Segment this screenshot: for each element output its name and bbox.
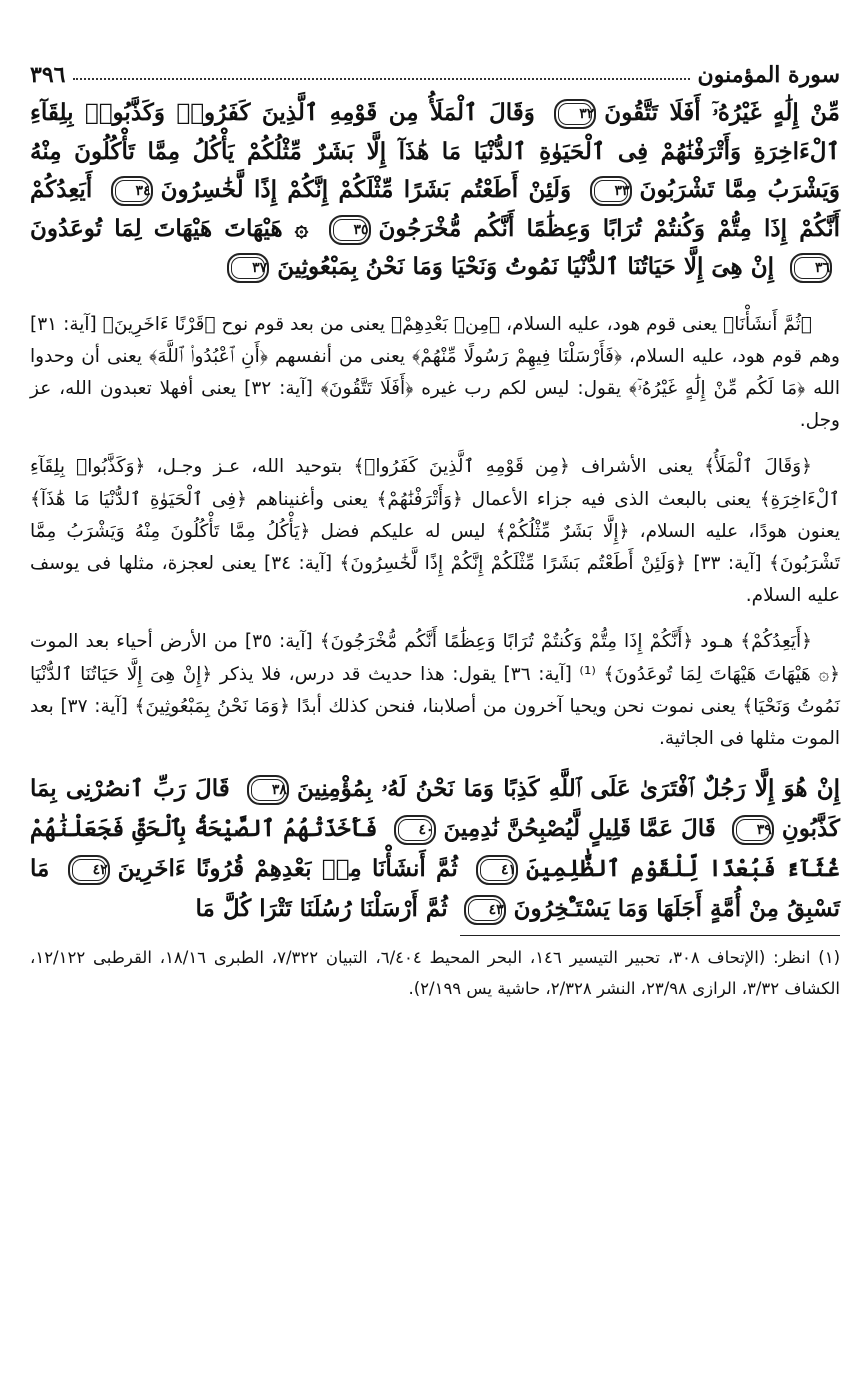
commentary-paragraph: ﴿ثُمَّ أَنشَأْنَا﴾ يعنى قوم هود، عليه السلام، ﴿مِنۢ بَعْدِهِمْ﴾ يعنى من بعد قوم نوح ﴿قَرْنًا ءَاخَرِينَ﴾ [آية: ٣١] وهم قوم هود، عليه السلام، ﴿فَأَرْسَلْنَا فِيهِمْ رَسُولًا مِّنْهُمْ﴾ يعنى من أنفسهم ﴿أَنِ ٱعْبُدُوا۟ ٱللَّهَ﴾ يعنى أن وحدوا الله ﴿مَا لَكُم مِّنْ إِلَٰهٍ غَيْرُهُۥٓ﴾ يقول: ليس لكم رب غيره ﴿أَفَلَا تَتَّقُونَ﴾ [آية: ٣٢] يعنى أفهلا تعبدون الله، عز وجل. — [30, 313, 840, 432]
ayah-number-marker: ٣٣ — [590, 176, 632, 206]
quran-text-bottom — [30, 769, 840, 929]
page-number: ٣٩٦ — [30, 62, 66, 88]
ayah-number-marker: ٤٠ — [394, 815, 436, 845]
commentary-paragraph: ﴿وَقَالَ ٱلْمَلَأُ﴾ يعنى الأشراف ﴿مِن قَوْمِهِ ٱلَّذِينَ كَفَرُوا۟﴾ بتوحيد الله، عـز وجـل، ﴿وَكَذَّبُوا۟ بِلِقَآءِ ٱلْءَاخِرَةِ﴾ يعنى بالبعث الذى فيه جزاء الأعمال ﴿وَأَتْرَفْنَٰهُمْ﴾ يعنى وأغنيناهم ﴿فِى ٱلْحَيَوٰةِ ٱلدُّنْيَا مَا هَٰذَآ﴾ يعنون هودًا، عليه السلام، ﴿إِلَّا بَشَرٌ مِّثْلُكُمْ﴾ ليس له عليكم فضل ﴿يَأْكُلُ مِمَّا تَأْكُلُونَ مِنْهُ وَيَشْرَبُ مِمَّا تَشْرَبُونَ﴾ [آية: ٣٣] ﴿وَلَئِنْ أَطَعْتُم بَشَرًا مِّثْلَكُمْ إِنَّكُمْ إِذًا لَّخَٰسِرُونَ﴾ [آية: ٣٤] يعنى لعجزة، مثلها فى يوسف عليه السلام. — [30, 456, 840, 607]
commentary — [30, 309, 840, 756]
ayah-number-marker: ٤٢ — [68, 855, 110, 885]
ayah-text: ثُمَّ أَنشَأْنَا مِنۢ بَعْدِهِمْ قُرُونًا ءَاخَرِينَ — [117, 855, 458, 883]
ayah-number-marker: ٣٨ — [247, 775, 289, 805]
commentary-paragraph: ﴿أَيَعِدُكُمْ﴾ هـود ﴿أَنَّكُمْ إِذَا مِتُّمْ وَكُنتُمْ تُرَابًا وَعِظَٰمًا أَنَّكُم مُّخْرَجُونَ﴾ [آية: ٣٥] من الأرض أحياء بعد الموت ﴿۞ هَيْهَاتَ هَيْهَاتَ لِمَا تُوعَدُونَ﴾ ⁽¹⁾ [آية: ٣٦] يقول: هذا حديث قد درس، فلا يذكر ﴿إِنْ هِىَ إِلَّا حَيَاتُنَا ٱلدُّنْيَا نَمُوتُ وَنَحْيَا﴾ يعنى نموت نحن ويحيا آخرون من أصلابنا، فنحن كذلك أبدًا ﴿وَمَا نَحْنُ بِمَبْعُوثِينَ﴾ [آية: ٣٧] بعد الموت مثلها فى الجاثية. — [30, 631, 841, 749]
ayah-text: ثُمَّ أَرْسَلْنَا رُسُلَنَا تَتْرَا كُلَّ مَا — [195, 895, 448, 923]
ayah-number-marker: ٤١ — [476, 855, 518, 885]
ayah-text: مَا تَسْبِقُ مِنْ أُمَّةٍ أَجَلَهَا وَمَا يَسْتَـْٔخِرُونَ — [30, 855, 840, 923]
ayah-number-marker: ٣٤ — [111, 176, 153, 206]
page — [30, 48, 840, 1348]
ayah-text: قَالَ عَمَّا قَلِيلٍ لَّيُصْبِحُنَّ نَٰدِمِينَ — [443, 815, 716, 843]
ayah-text: قَالَ رَبِّ ٱنصُرْنِى بِمَا كَذَّبُونِ — [30, 775, 841, 843]
ayah-text: وَلَئِنْ أَطَعْتُم بَشَرًا مِّثْلَكُمْ إِنَّكُمْ إِذًا لَّخَٰسِرُونَ — [160, 176, 572, 203]
ayah-number-marker: ٣٦ — [790, 253, 832, 283]
ayah-text: وَقَالَ ٱلْمَلَأُ مِن قَوْمِهِ ٱلَّذِينَ كَفَرُوا۟ وَكَذَّبُوا۟ بِلِقَآءِ ٱلْءَاخِرَةِ وَأَتْرَفْنَٰهُمْ فِى ٱلْحَيَوٰةِ ٱلدُّنْيَا مَا هَٰذَآ إِلَّا بَشَرٌ مِّثْلُكُمْ يَأْكُلُ مِمَّا تَأْكُلُونَ مِنْهُ وَيَشْرَبُ مِمَّا تَشْرَبُونَ — [30, 99, 841, 203]
ayah-number-marker: ٤٣ — [464, 895, 506, 925]
ayah-text: إِنْ هُوَ إِلَّا رَجُلٌ ٱفْتَرَىٰ عَلَى ٱللَّهِ كَذِبًا وَمَا نَحْنُ لَهُۥ بِمُؤْمِنِينَ — [296, 775, 840, 803]
page-header — [30, 48, 840, 88]
ayah-number-marker: ٣٩ — [732, 815, 774, 845]
ayah-text: مِّنْ إِلَٰهٍ غَيْرُهُۥٓ أَفَلَا تَتَّقُونَ — [604, 99, 840, 126]
footnote: (١) انظر: (الإتحاف ٣٠٨، تحبير التيسير ١٤٦، البحر المحيط ٦/٤٠٤، التبيان ٧/٣٢٢، الطبرى ١٨/١٦، القرطبى ١٢/١٢٢، الكشاف ٣/٣٢، الرازى ٢٣/٩٨، النشر ٢/٣٢٨، حاشية يس ٢/١٩٩). — [30, 948, 841, 999]
quran-text-top — [30, 94, 840, 287]
header-dots — [73, 78, 689, 80]
ayah-number-marker: ٣٢ — [554, 99, 596, 129]
footnote-separator — [460, 935, 840, 936]
ayah-text: فَأَخَذَتْهُمُ ٱلصَّيْحَةُ بِٱلْحَقِّ فَجَعَلْنَٰهُمْ غُثَآءً فَبُعْدًا لِّلْقَوْمِ ٱلظَّٰلِمِينَ — [30, 815, 840, 883]
ayah-text: ۞ هَيْهَاتَ هَيْهَاتَ لِمَا تُوعَدُونَ — [30, 214, 309, 242]
ayah-text: أَيَعِدُكُمْ أَنَّكُمْ إِذَا مِتُّمْ وَكُنتُمْ تُرَابًا وَعِظَٰمًا أَنَّكُم مُّخْرَجُونَ — [30, 176, 841, 242]
ayah-number-marker: ٣٧ — [227, 253, 269, 283]
ayah-text: إِنْ هِىَ إِلَّا حَيَاتُنَا ٱلدُّنْيَا نَمُوتُ وَنَحْيَا وَمَا نَحْنُ بِمَبْعُوثِينَ — [277, 253, 774, 280]
ayah-number-marker: ٣٥ — [329, 215, 371, 245]
surah-name: سورة المؤمنون — [697, 62, 840, 88]
